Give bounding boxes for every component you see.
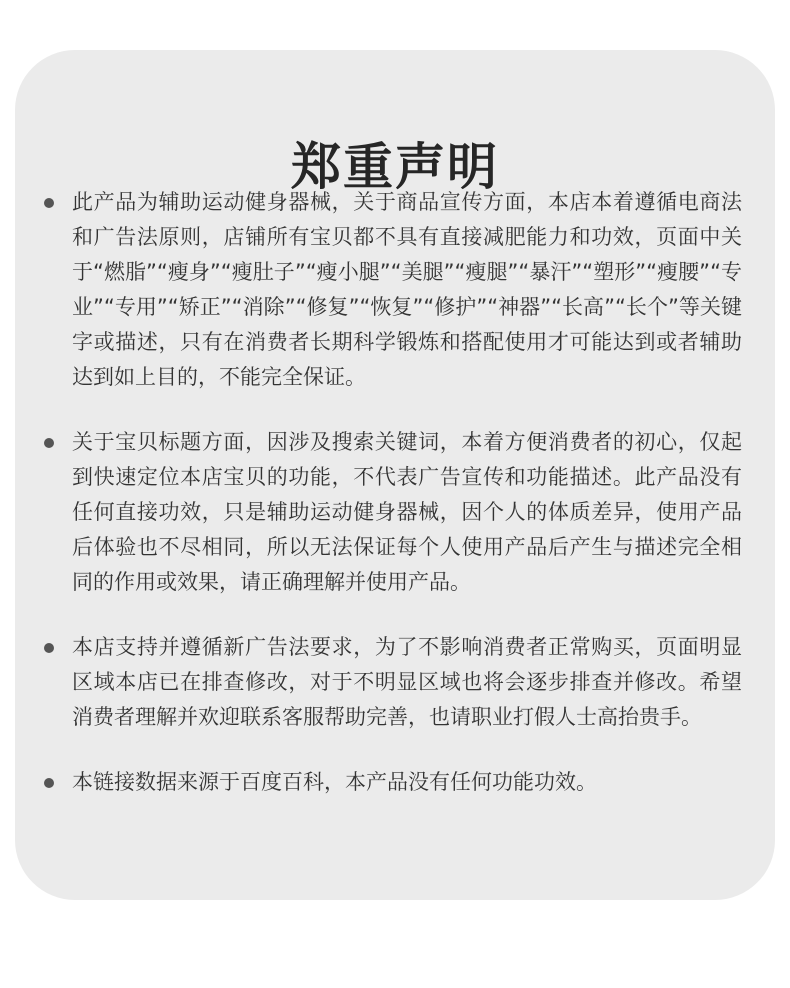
list-item-text: 本链接数据来源于百度百科，本产品没有任何功能功效。 bbox=[72, 770, 597, 794]
list-item-text: 本店支持并遵循新广告法要求，为了不影响消费者正常购买，页面明显区域本店已在排查修改，对于不明显区域也将会逐步排查并修改。希望消费者理解并欢迎联系客服帮助完善，也请职业打假人士高抬贵手。 bbox=[72, 635, 742, 729]
list-item bbox=[42, 185, 742, 395]
bullet-dot-icon bbox=[44, 778, 54, 788]
list-item bbox=[42, 425, 742, 600]
list-item-text: 关于宝贝标题方面，因涉及搜索关键词，本着方便消费者的初心，仅起到快速定位本店宝贝的功能，不代表广告宣传和功能描述。此产品没有任何直接功效，只是辅助运动健身器械，因个人的体质差异，使用产品后体验也不尽相同，所以无法保证每个人使用产品后产生与描述完全相同的作用或效果，请正确理解并使用产品。 bbox=[72, 430, 742, 594]
list-item bbox=[42, 630, 742, 735]
bullet-dot-icon bbox=[44, 643, 54, 653]
list-item bbox=[42, 765, 742, 800]
bullet-dot-icon bbox=[44, 438, 54, 448]
statement-list bbox=[42, 185, 742, 800]
bullet-dot-icon bbox=[44, 198, 54, 208]
page-title: 郑重声明 bbox=[291, 137, 499, 196]
list-item-text: 此产品为辅助运动健身器械，关于商品宣传方面，本店本着遵循电商法和广告法原则，店铺所有宝贝都不具有直接减肥能力和功效，页面中关于“燃脂”“瘦身”“瘦肚子”“瘦小腿”“美腿”“瘦腿”“暴汗”“塑形”“瘦腰”“专业”“专用”“矫正”“消除”“修复”“恢复”“修护”“神器”“长高”“长个”等关键字或描述，只有在消费者长期科学锻炼和搭配使用才可能达到或者辅助达到如上目的，不能完全保证。 bbox=[72, 190, 742, 389]
